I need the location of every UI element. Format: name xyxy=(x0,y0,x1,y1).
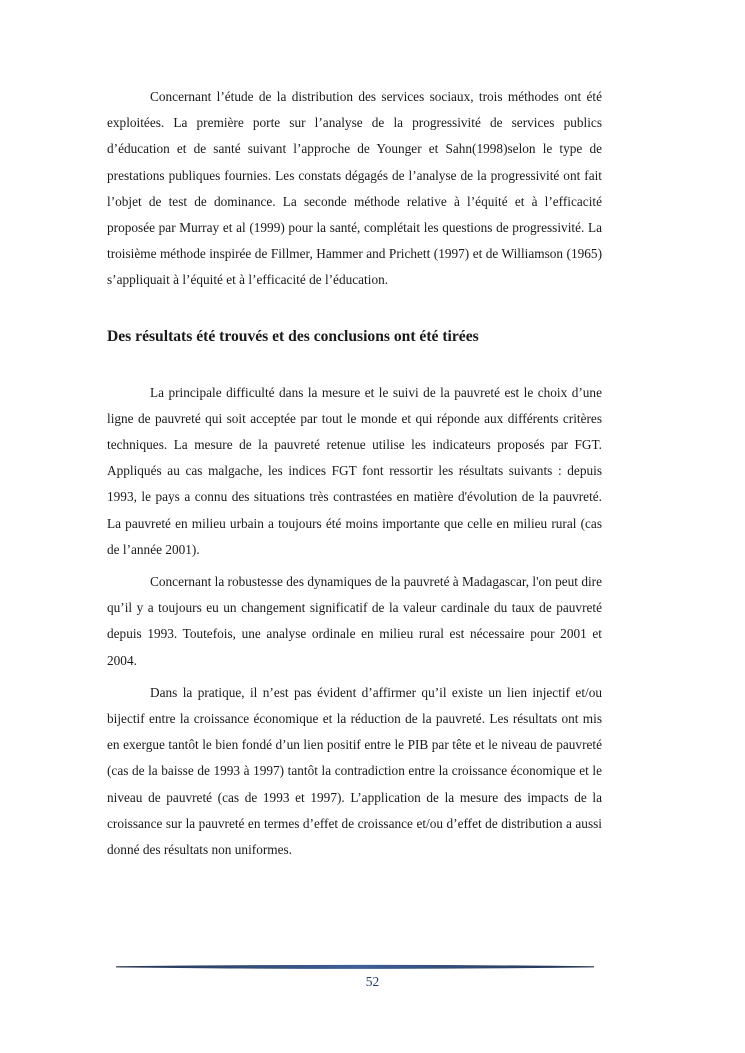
footer-divider xyxy=(116,963,594,971)
paragraph-growth-poverty: Dans la pratique, il n’est pas évident d’affirmer qu’il existe un lien injectif et/ou bijectif entre la croissance économique et la réduction de la pauvreté. Les résultats ont mis en exergue tantôt le bien fondé d’un lien positif entre le PIB par tête et le niveau de pauvreté (cas de la baisse de 1993 à 1997) tantôt la contradiction entre la croissance économique et le niveau de pauvreté (cas de 1993 et 1997). L’application de la mesure des impacts de la croissance sur la pauvreté en termes d’effet de croissance et/ou d’effet de distribution a aussi donné des résultats non uniformes. xyxy=(107,684,602,858)
paragraph-methods: Concernant l’étude de la distribution des services sociaux, trois méthodes ont été exploitées. La première porte sur l’analyse de la progressivité de services publics d’éducation et de santé suivant l’approche de Younger et Sahn(1998)selon le type de prestations publiques fournies. Les constats dégagés de l’analyse de la progressivité ont fait l’objet de test de dominance. La seconde méthode relative à l’équité et à l’efficacité proposée par Murray et al (1999) pour la santé, complétait les questions de progressivité. La troisième méthode inspirée de Fillmer, Hammer and Prichett (1997) et de Williamson (1965) s’appliquait à l’équité et à l’efficacité de l’éducation. xyxy=(107,89,602,288)
document-body xyxy=(107,84,602,863)
section-heading: Des résultats été trouvés et des conclusions ont été tirées xyxy=(107,327,479,345)
paragraph-poverty-measure: La principale difficulté dans la mesure et le suivi de la pauvreté est le choix d’une ligne de pauvreté qui soit acceptée par tout le monde et qui réponde aux différents critères techniques. La mesure de la pauvreté retenue utilise les indicateurs proposés par FGT. Appliqués au cas malgache, les indices FGT font ressortir les résultats suivants : depuis 1993, le pays a connu des situations très contrastées en matière d'évolution de la pauvreté. La pauvreté en milieu urbain a toujours été moins importante que celle en milieu rural (cas de l’année 2001). xyxy=(107,384,602,557)
paragraph-robustness: Concernant la robustesse des dynamiques de la pauvreté à Madagascar, l'on peut dire qu’il y a toujours eu un changement significatif de la valeur cardinale du taux de pauvreté depuis 1993. Toutefois, une analyse ordinale en milieu rural est nécessaire pour 2001 et 2004. xyxy=(107,574,602,668)
page-number: 52 xyxy=(365,974,380,989)
